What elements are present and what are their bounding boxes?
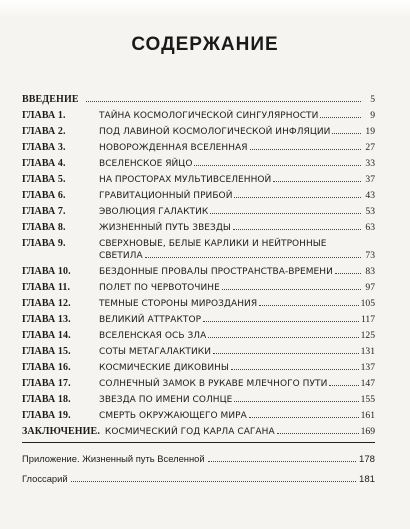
toc-entry-page: 33: [365, 158, 375, 169]
dot-leader: [259, 305, 358, 306]
dot-leader: [273, 181, 361, 182]
toc-extra-page: 181: [358, 474, 375, 485]
toc-entry-title-line2: СВЕТИЛА: [99, 251, 143, 261]
toc-entry-title: КОСМИЧЕСКИЕ ДИКОВИНЫ: [99, 363, 229, 373]
toc-entry-title-wrap: [99, 238, 375, 262]
toc-entry-label: ГЛАВА 2.: [22, 126, 66, 137]
toc-entry-page: 137: [360, 362, 375, 373]
toc-entry-page: 155: [360, 394, 375, 405]
dot-leader: [145, 257, 361, 258]
dot-leader: [71, 481, 356, 482]
toc-entry-label: ГЛАВА 12.: [22, 298, 71, 309]
page-top-edge: [0, 0, 410, 18]
toc-entry-page: 27: [365, 142, 375, 153]
toc-divider: [22, 442, 375, 443]
toc-entry-label: ГЛАВА 4.: [22, 158, 66, 169]
toc-entry[interactable]: [22, 282, 375, 294]
toc-entry-label: ГЛАВА 8.: [22, 222, 66, 233]
toc-entry[interactable]: [22, 266, 375, 278]
toc-entry-page: 131: [360, 346, 375, 357]
toc-extras: [22, 453, 375, 486]
toc-entry[interactable]: [22, 394, 375, 406]
table-of-contents: [22, 94, 375, 493]
toc-entry-label: ГЛАВА 13.: [22, 314, 71, 325]
toc-entry-label: ЗАКЛЮЧЕНИЕ.: [22, 426, 100, 437]
toc-entry[interactable]: [22, 222, 375, 234]
dot-leader: [250, 149, 361, 150]
dot-leader: [208, 337, 358, 338]
toc-entry-title: НОВОРОЖДЕННАЯ ВСЕЛЕННАЯ: [99, 143, 248, 153]
toc-entry-page: 5: [370, 94, 375, 105]
toc-entry-title: ПОД ЛАВИНОЙ КОСМОЛОГИЧЕСКОЙ ИНФЛЯЦИИ: [99, 127, 331, 137]
dot-leader: [222, 289, 361, 290]
toc-entry-title: БЕЗДОННЫЕ ПРОВАЛЫ ПРОСТРАНСТВА-ВРЕМЕНИ: [99, 267, 333, 277]
dot-leader: [213, 353, 359, 354]
toc-entry-page: 73: [365, 250, 375, 261]
toc-entry-label: ВВЕДЕНИЕ: [22, 94, 79, 105]
toc-entry-page: 63: [365, 222, 375, 233]
toc-entry-label: ГЛАВА 16.: [22, 362, 71, 373]
toc-entry-page: 169: [360, 426, 375, 437]
toc-entry-title: ЗВЕЗДА ПО ИМЕНИ СОЛНЦЕ: [99, 395, 233, 405]
dot-leader: [86, 101, 361, 102]
toc-entry-label: ГЛАВА 11.: [22, 282, 71, 293]
toc-entry-label: ГЛАВА 18.: [22, 394, 71, 405]
toc-entry[interactable]: [22, 426, 375, 438]
dot-leader: [194, 165, 361, 166]
toc-entry[interactable]: [22, 298, 375, 310]
toc-entry-last-line: [99, 250, 375, 262]
toc-entry-page: 97: [365, 282, 375, 293]
toc-extra-entry[interactable]: [22, 453, 375, 466]
toc-entry-page: 125: [360, 330, 375, 341]
toc-entry[interactable]: [22, 110, 375, 122]
dot-leader: [320, 117, 361, 118]
toc-entry[interactable]: [22, 158, 375, 170]
toc-extra-entry[interactable]: [22, 473, 375, 486]
toc-entry-label: ГЛАВА 9.: [22, 238, 66, 249]
toc-entry-title: ПОЛЕТ ПО ЧЕРВОТОЧИНЕ: [99, 283, 220, 293]
toc-entry[interactable]: [22, 190, 375, 202]
toc-entry-label: ГЛАВА 1.: [22, 110, 66, 121]
dot-leader: [203, 321, 359, 322]
toc-entry-title: ЭВОЛЮЦИЯ ГАЛАКТИК: [99, 207, 209, 217]
toc-entry-title: ЖИЗНЕННЫЙ ПУТЬ ЗВЕЗДЫ: [99, 223, 231, 233]
toc-entry-page: 43: [365, 190, 375, 201]
page-title: СОДЕРЖАНИЕ: [131, 34, 279, 55]
dot-leader: [233, 229, 361, 230]
toc-entry-label: ГЛАВА 3.: [22, 142, 66, 153]
toc-entry[interactable]: [22, 174, 375, 186]
toc-entry-label: ГЛАВА 19.: [22, 410, 71, 421]
toc-entry-page: 9: [370, 110, 375, 121]
toc-entry-title: СОЛНЕЧНЫЙ ЗАМОК В РУКАВЕ МЛЕЧНОГО ПУТИ: [99, 379, 328, 389]
toc-entry[interactable]: [22, 238, 375, 262]
toc-entry-page: 19: [365, 126, 375, 137]
dot-leader: [335, 273, 361, 274]
toc-extra-title: Глоссарий: [22, 473, 68, 484]
toc-entry-page: 147: [360, 378, 375, 389]
toc-entry-title: СВЕРХНОВЫЕ, БЕЛЫЕ КАРЛИКИ И НЕЙТРОННЫЕ: [99, 239, 327, 249]
toc-entry-label: ГЛАВА 6.: [22, 190, 66, 201]
toc-entry[interactable]: [22, 378, 375, 390]
toc-entry[interactable]: [22, 362, 375, 374]
toc-entry-title: СОТЫ МЕТАГАЛАКТИКИ: [99, 347, 211, 357]
dot-leader: [234, 197, 361, 198]
toc-entry-label: ГЛАВА 17.: [22, 378, 71, 389]
toc-extra-page: 178: [358, 454, 375, 465]
toc-entry-label: ГЛАВА 14.: [22, 330, 71, 341]
toc-entry-title: НА ПРОСТОРАХ МУЛЬТИВСЕЛЕННОЙ: [99, 175, 272, 185]
toc-entry-page: 161: [360, 410, 375, 421]
dot-leader: [210, 213, 361, 214]
toc-entry-title: КОСМИЧЕСКИЙ ГОД КАРЛА САГАНА: [104, 427, 275, 437]
toc-entry-label: ГЛАВА 5.: [22, 174, 66, 185]
dot-leader: [332, 133, 361, 134]
toc-entry-label: ГЛАВА 15.: [22, 346, 71, 357]
dot-leader: [231, 369, 359, 370]
toc-entry-page: 83: [365, 266, 375, 277]
dot-leader: [329, 385, 358, 386]
toc-entry-title: ТЕМНЫЕ СТОРОНЫ МИРОЗДАНИЯ: [99, 299, 258, 309]
toc-entry[interactable]: [22, 346, 375, 358]
toc-entry-page: 53: [365, 206, 375, 217]
toc-entry-title: ВСЕЛЕНСКОЕ ЯЙЦО: [99, 159, 193, 169]
toc-entry-page: 117: [360, 314, 375, 325]
toc-entry[interactable]: [22, 142, 375, 154]
toc-extra-title: Приложение. Жизненный путь Вселенной: [22, 453, 205, 464]
toc-entry[interactable]: [22, 206, 375, 218]
toc-entry-title: ВЕЛИКИЙ АТТРАКТОР: [99, 315, 202, 325]
dot-leader: [249, 417, 359, 418]
toc-entry-page: 105: [360, 298, 375, 309]
dot-leader: [277, 433, 359, 434]
dot-leader: [234, 401, 358, 402]
toc-entry[interactable]: [22, 126, 375, 138]
toc-entry[interactable]: [22, 410, 375, 422]
toc-entry[interactable]: [22, 330, 375, 342]
dot-leader: [208, 461, 356, 462]
toc-entries: [22, 94, 375, 438]
toc-entry-title: ВСЕЛЕНСКАЯ ОСЬ ЗЛА: [99, 331, 207, 341]
toc-entry[interactable]: [22, 314, 375, 326]
toc-entry-title: ГРАВИТАЦИОННЫЙ ПРИБОЙ: [99, 191, 233, 201]
toc-entry-page: 37: [365, 174, 375, 185]
toc-entry-title: ТАЙНА КОСМОЛОГИЧЕСКОЙ СИНГУЛЯРНОСТИ: [99, 111, 319, 121]
toc-entry-label: ГЛАВА 10.: [22, 266, 71, 277]
toc-entry-title: СМЕРТЬ ОКРУЖАЮЩЕГО МИРА: [99, 411, 247, 421]
toc-entry[interactable]: [22, 94, 375, 106]
toc-entry-label: ГЛАВА 7.: [22, 206, 66, 217]
